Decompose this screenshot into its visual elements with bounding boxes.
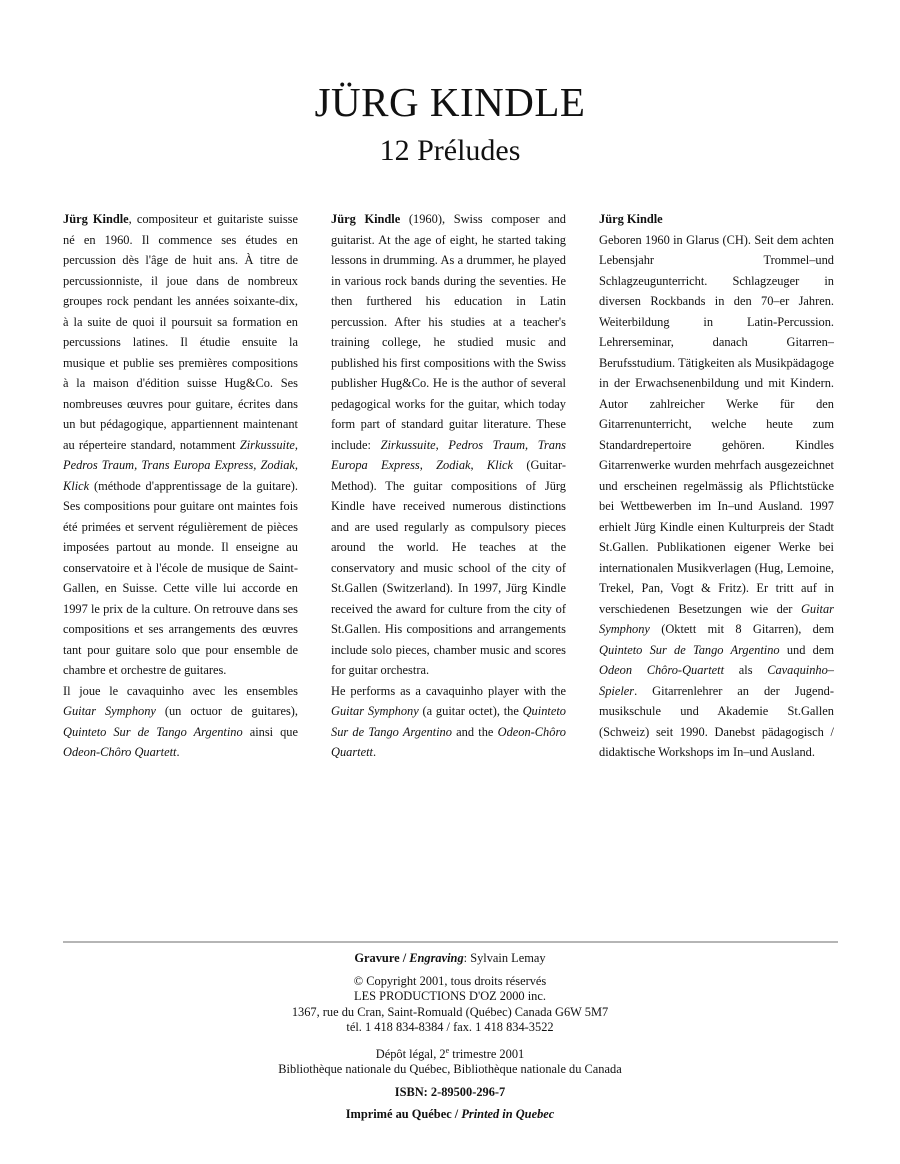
ensemble-name: Guitar Symphony bbox=[599, 601, 834, 636]
biography-german-paragraph-1: Geboren 1960 in Glarus (CH). Seit dem achten Lebensjahr Trommel–und Schlagzeugunterricht. Schlagzeuger in diversen Rockbands in den 70–er Jahren. Weiterbildung in Latin-Percussion. Lehrerseminar, danach Gitarren–Berufsstudium. Tätigkeiten als Musikpädagoge in der Erwachsenenbildung und mit Kindern. Autor zahlreicher Werke für den Gitarrenunterricht, welche heute zum Standardrepertoire gehören. Kindles Gitarrenwerke wurden mehrfach ausgezeichnet und erscheinen regelmässig als Pflichtstücke bei Wettbewerben im In–und Ausland. 1997 erhielt Jürg Kindle einen Kulturpreis der Stadt St.Gallen. Publikationen eigener Werke bei internationalen Musikverlagen (Hug, Lemoine, Trekel, Pan, Vogt & Fritz). Er tritt auf in verschiedenen Besetzungen wie der Guitar Symphony (Oktett mit 8 Gitarren), dem Quinteto Sur de Tango Argentino und dem Odeon Chôro-Quartett als Cavaquinho–Spieler. Gitarrenlehrer an der Jugendmusikschule und Akademie St.Gallen (Schweiz) seit 1990. Danebst pädagogisch / didaktische Workshops im In–und Ausland. bbox=[599, 232, 834, 759]
ensemble-name: Quinteto Sur de Tango Argentino bbox=[331, 704, 566, 739]
libraries: Bibliothèque nationale du Québec, Bibliothèque nationale du Canada bbox=[278, 1062, 622, 1077]
biography-french bbox=[63, 209, 298, 763]
biography-english-paragraph-1: Jürg Kindle (1960), Swiss composer and guitarist. At the age of eight, he started taking lessons in drumming. As a drummer, he played in various rock bands during the seventies. He then furthered his education in Latin percussion. After his studies at a teacher's training college, he studied music and published his first compositions with the Swiss publisher Hug&Co. He is the author of several pedagogical works for the guitar, which today form part of standard guitar literature. These include: Zirkussuite, Pedros Traum, Trans Europa Express, Zodiak, Klick (Guitar-Method). The guitar compositions of Jürg Kindle have received numerous distinctions and are used regularly as compulsory pieces around the world. He teaches at the conservatory and music school of the city of St.Gallen (Switzerland). In 1997, Jürg Kindle received the award for culture from the city of St.Gallen. His compositions and arrangements include solo pieces, chamber music and scores for guitar orchestra. bbox=[331, 212, 566, 677]
page-subtitle: 12 Préludes bbox=[379, 134, 521, 167]
works-list: Zirkussuite, Pedros Traum, Trans Europa Express, Zodiak, Klick bbox=[63, 437, 298, 493]
biography-english-paragraph-2: He performs as a cavaquinho player with the Guitar Symphony (a guitar octet), the Quinteto Sur de Tango Argentino and the Odeon-Chôro Quartett. bbox=[331, 683, 566, 759]
publisher-phone: tél. 1 418 834-8384 / fax. 1 418 834-3522 bbox=[346, 1020, 554, 1034]
instrument-role: Cavaquinho–Spieler bbox=[599, 663, 834, 698]
ensemble-name: Odeon Chôro-Quartett bbox=[599, 663, 725, 677]
publisher-address: 1367, rue du Cran, Saint-Romuald (Québec) Canada G6W 5M7 bbox=[291, 1004, 609, 1019]
biography-english bbox=[331, 209, 566, 763]
composer-name: Jürg Kindle bbox=[331, 212, 401, 226]
legal-deposit: Dépôt légal, 2e trimestre 2001 bbox=[375, 1045, 525, 1061]
copyright-line: © Copyright 2001, tous droits réservés bbox=[353, 973, 547, 988]
isbn: ISBN: 2-89500-296-7 bbox=[394, 1084, 506, 1099]
engraving-credit: Gravure / Engraving: Sylvain Lemay bbox=[354, 951, 546, 965]
publisher-name: LES PRODUCTIONS D'OZ 2000 inc. bbox=[354, 989, 546, 1003]
works-list: Zirkussuite, Pedros Traum, Trans Europa Express, Zodiak, Klick bbox=[331, 437, 566, 472]
ensemble-name: Guitar Symphony bbox=[331, 704, 419, 718]
biography-french-paragraph-2: Il joue le cavaquinho avec les ensembles Guitar Symphony (un octuor de guitares), Quinteto Sur de Tango Argentino ainsi que Odeon-Chôro Quartett. bbox=[63, 683, 298, 759]
page-title: JÜRG KINDLE bbox=[314, 79, 586, 125]
engraver-name: Sylvain Lemay bbox=[470, 951, 546, 965]
biography-german-heading bbox=[599, 209, 834, 230]
biography-french-paragraph-1: Jürg Kindle, compositeur et guitariste suisse né en 1960. Il commence ses études en percussion dès l'âge de huit ans. À titre de percussionniste, il joue dans de nombreux groupes rock pendant les années soixante-dix, à la suite de quoi il poursuit sa formation en percussions latines. Il étudie ensuite la musique et publie ses premières compositions à la maison d'édition suisse Hug&Co. Ses nombreuses œuvres pour guitare, écrites dans un but pédagogique, appartiennent maintenant au réperteire standard, notamment Zirkussuite, Pedros Traum, Trans Europa Express, Zodiak, Klick (méthode d'apprentissage de la guitare). Ses compositions pour guitare ont maintes fois été primées et servent régulièrement de pièces imposées partout au monde. Il enseigne au conservatoire et à l'école de musique de Saint-Gallen, en Suisse. Cette ville lui accorde en 1997 le prix de la culture. On retrouve dans ses compositions et ses arrangements des œuvres tant pour guitare solo que pour ensemble de chambre et orchestre de guitares. bbox=[63, 212, 298, 677]
biography-german bbox=[599, 209, 834, 763]
ensemble-name: Odeon-Chôro Quartett bbox=[331, 724, 566, 759]
footer-divider bbox=[63, 941, 838, 943]
ensemble-name: Guitar Symphony bbox=[63, 704, 156, 718]
ensemble-name: Quinteto Sur de Tango Argentino bbox=[599, 642, 780, 657]
ensemble-name: Odeon-Chôro Quartett bbox=[63, 745, 177, 759]
composer-name: Jürg Kindle bbox=[599, 212, 663, 226]
colophon bbox=[0, 951, 900, 1123]
composer-name: Jürg Kindle bbox=[63, 212, 129, 226]
printed-in: Imprimé au Québec / Printed in Quebec bbox=[345, 1107, 555, 1122]
ensemble-name: Quinteto Sur de Tango Argentino bbox=[63, 724, 243, 739]
